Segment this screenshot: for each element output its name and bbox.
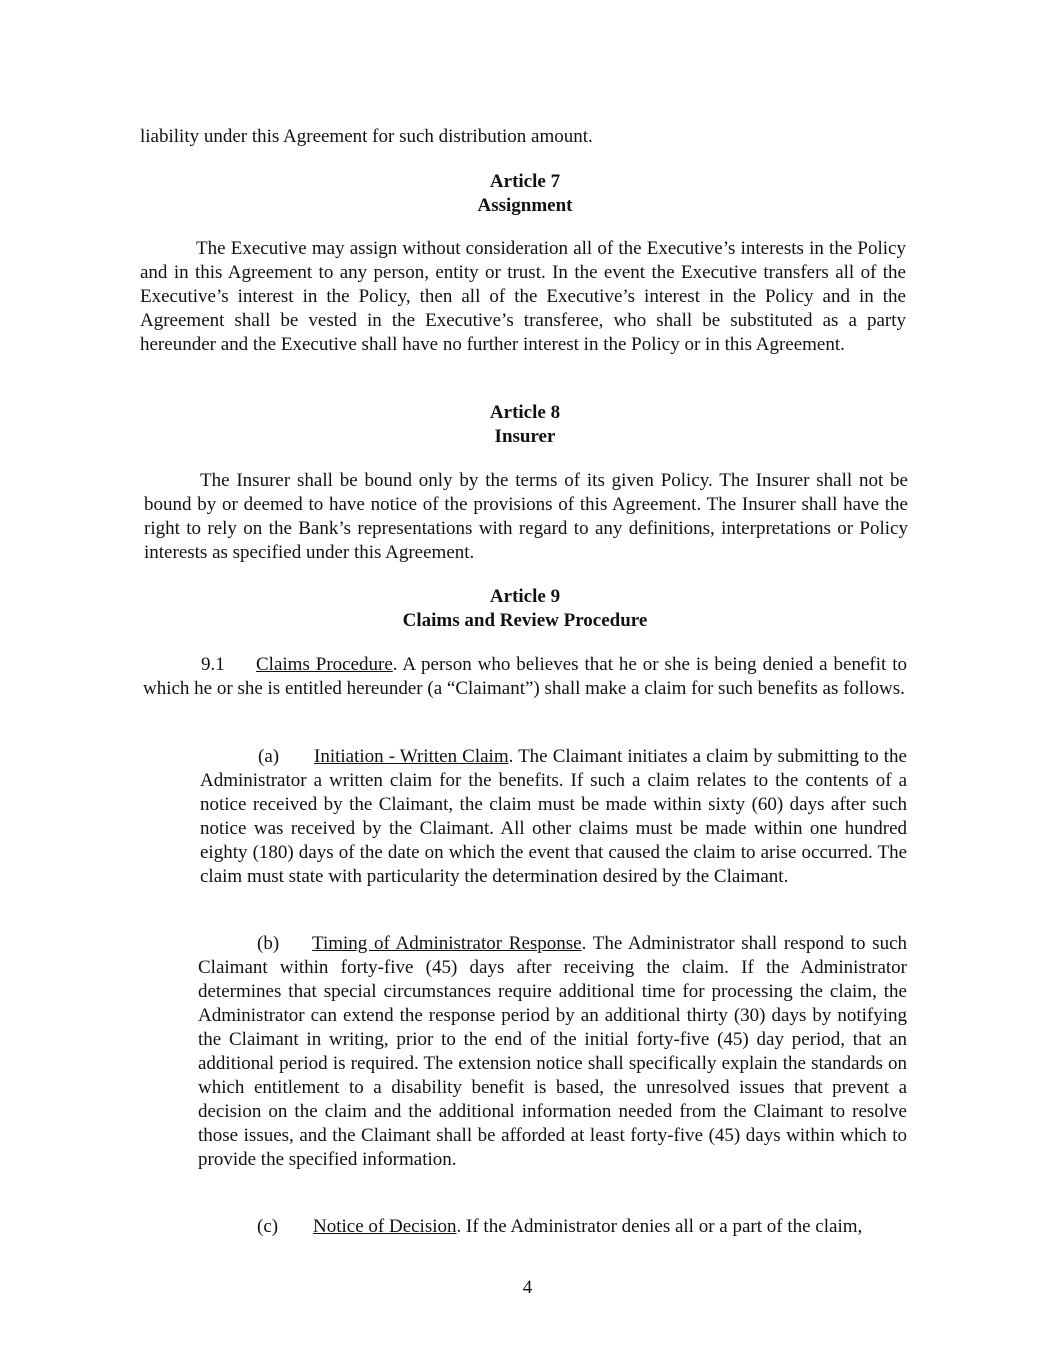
clause-b-label: (b) xyxy=(257,933,280,954)
clause-b-heading: Timing of Administrator Response xyxy=(312,933,582,954)
clause-a xyxy=(200,745,907,889)
section-9-1-number: 9.1 xyxy=(201,654,225,675)
article-7-body: The Executive may assign without consideration all of the Executive’s interests in the Policy and in this Agreement to any person, entity or trust. In the event the Executive transfers all of the Executive’s interest in the Policy, then all of the Executive’s interest in the Policy and in the Agreement shall be vested in the Executive’s transferee, who shall be substituted as a party hereunder and the Executive shall have no further interest in the Policy or in this Agreement. xyxy=(140,238,906,355)
article-9-title: Claims and Review Procedure xyxy=(402,610,648,631)
carryover-text: liability under this Agreement for such distribution amount. xyxy=(140,126,593,147)
clause-c-body: . If the Administrator denies all or a part of the claim, xyxy=(456,1216,863,1237)
clause-a-body: . The Claimant initiates a claim by submitting to the Administrator a written claim for the benefits. If such a claim relates to the contents of a notice received by the Claimant, the claim must be made within sixty (60) days after such notice was received by the Claimant. All other claims must be made within one hundred eighty (180) days of the date on which the event that caused the claim to arise occurred. The claim must state with particularity the determination desired by the Claimant. xyxy=(200,746,907,887)
article-8-title: Insurer xyxy=(494,426,556,447)
article-7-title: Assignment xyxy=(477,195,573,216)
section-9-1-heading: Claims Procedure xyxy=(256,654,393,675)
clause-c-label: (c) xyxy=(257,1216,279,1237)
clause-b-body: . The Administrator shall respond to such Claimant within forty-five (45) days after receiving the claim. If the Administrator determines that special circumstances require additional time for processing the claim, the Administrator can extend the response period by an additional thirty (30) days by notifying the Claimant in writing, prior to the end of the initial forty-five (45) day period, that an additional period is required. The extension notice shall specifically explain the standards on which entitlement to a disability benefit is based, the unresolved issues that prevent a decision on the claim and the additional information needed from the Claimant to resolve those issues, and the Claimant shall be afforded at least forty-five (45) days within which to provide the specified information. xyxy=(198,933,907,1170)
clause-b xyxy=(198,932,907,1172)
page-number: 4 xyxy=(522,1277,533,1298)
clause-a-heading: Initiation - Written Claim xyxy=(314,746,509,767)
section-9-1-body: . A person who believes that he or she is being denied a benefit to which he or she is entitled hereunder (a “Claimant”) shall make a claim for such benefits as follows. xyxy=(143,654,907,699)
article-8-body: The Insurer shall be bound only by the terms of its given Policy. The Insurer shall not be bound by or deemed to have notice of the provisions of this Agreement. The Insurer shall have the right to rely on the Bank’s representations with regard to any definitions, interpretations or Policy interests as specified under this Agreement. xyxy=(144,470,908,563)
clause-c xyxy=(257,1215,917,1239)
article-9-number: Article 9 xyxy=(489,586,561,607)
article-7-number: Article 7 xyxy=(489,171,561,192)
section-9-1 xyxy=(143,653,907,701)
article-8-number: Article 8 xyxy=(489,402,561,423)
clause-a-label: (a) xyxy=(258,746,280,767)
clause-c-heading: Notice of Decision xyxy=(313,1216,457,1237)
